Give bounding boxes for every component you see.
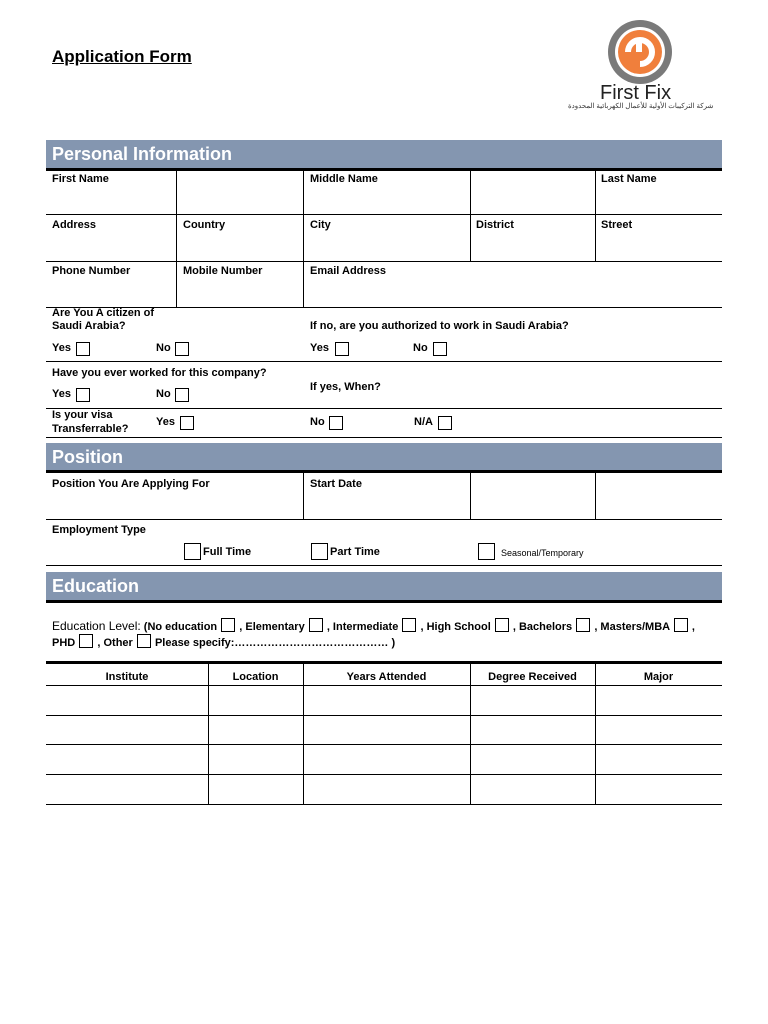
no-education-checkbox[interactable] — [221, 618, 235, 632]
section-divider — [46, 600, 722, 603]
worked-yes-label: Yes — [52, 388, 71, 400]
country-label: Country — [183, 219, 226, 231]
seasonal-label: Seasonal/Temporary — [501, 548, 584, 558]
first-name-label: First Name — [52, 173, 109, 185]
visa-yes-checkbox[interactable] — [180, 416, 194, 430]
row-line — [46, 519, 722, 520]
citizen-no-label: No — [156, 342, 171, 354]
personal-information-header: Personal Information — [46, 140, 722, 169]
column-header-location: Location — [232, 671, 279, 683]
bachelors-label: , Bachelors — [512, 621, 573, 633]
phone-number-label: Phone Number — [52, 265, 131, 277]
citizen-yes-checkbox[interactable] — [76, 342, 90, 356]
row-line — [46, 565, 722, 566]
authorized-no-label: No — [413, 342, 428, 354]
table-row — [46, 685, 722, 686]
logo-arabic-text: شركة التركيبات الأولية للأعمال الكهربائية المحدودة — [568, 103, 714, 110]
citizen-question-line1: Are You A citizen of — [52, 307, 155, 319]
worked-no-label: No — [156, 388, 171, 400]
masters-label: , Masters/MBA — [594, 621, 670, 633]
seasonal-checkbox[interactable] — [478, 543, 495, 560]
column-header-years-attended: Years Attended — [346, 671, 427, 683]
phd-checkbox[interactable] — [79, 634, 93, 648]
form-title: Application Form — [52, 47, 192, 66]
citizen-no-checkbox[interactable] — [175, 342, 189, 356]
row-line — [46, 214, 722, 215]
education-level-options — [52, 618, 695, 649]
column-header-degree-received: Degree Received — [488, 671, 577, 683]
high-school-checkbox[interactable] — [495, 618, 509, 632]
email-address-label: Email Address — [310, 265, 387, 277]
start-date-label: Start Date — [310, 478, 362, 490]
visa-na-label: N/A — [414, 416, 433, 428]
visa-na-checkbox[interactable] — [438, 416, 452, 430]
part-time-label: Part Time — [330, 546, 380, 558]
worked-before-question: Have you ever worked for this company? — [52, 367, 267, 379]
table-row — [46, 804, 722, 805]
position-applying-label: Position You Are Applying For — [52, 478, 210, 490]
visa-no-checkbox[interactable] — [329, 416, 343, 430]
other-checkbox[interactable] — [137, 634, 151, 648]
visa-question-line1: Is your visa — [52, 409, 113, 421]
mobile-number-label: Mobile Number — [183, 265, 263, 277]
company-logo — [568, 18, 718, 116]
row-line — [46, 408, 722, 409]
authorized-question: If no, are you authorized to work in Saudi Arabia? — [310, 320, 569, 332]
district-label: District — [476, 219, 514, 231]
last-name-label: Last Name — [601, 173, 657, 185]
high-school-label: , High School — [420, 621, 491, 633]
row-line — [46, 361, 722, 362]
row-line — [46, 261, 722, 262]
position-header: Position — [46, 443, 722, 472]
logo-text: First Fix — [600, 82, 672, 104]
phd-label: PHD — [52, 637, 76, 649]
section-divider — [46, 470, 722, 473]
options-comma: , — [691, 621, 695, 633]
visa-question-line2: Transferrable? — [52, 423, 129, 435]
row-line — [46, 437, 722, 438]
education-header: Education — [46, 572, 722, 601]
citizen-yes-label: Yes — [52, 342, 71, 354]
if-yes-when-label: If yes, When? — [310, 381, 381, 393]
table-top-border — [46, 661, 722, 664]
elementary-checkbox[interactable] — [309, 618, 323, 632]
citizen-question-line2: Saudi Arabia? — [52, 320, 126, 332]
intermediate-label: , Intermediate — [326, 621, 399, 633]
bachelors-checkbox[interactable] — [576, 618, 590, 632]
worked-yes-checkbox[interactable] — [76, 388, 90, 402]
address-label: Address — [52, 219, 97, 231]
middle-name-label: Middle Name — [310, 173, 378, 185]
education-level-label: Education Level: — [52, 619, 141, 633]
employment-type-label: Employment Type — [52, 524, 146, 536]
column-header-institute: Institute — [105, 671, 149, 683]
logo-mark-icon — [568, 18, 718, 88]
visa-yes-label: Yes — [156, 416, 175, 428]
full-time-checkbox[interactable] — [184, 543, 201, 560]
section-divider — [46, 168, 722, 171]
intermediate-checkbox[interactable] — [402, 618, 416, 632]
table-row — [46, 744, 722, 745]
please-specify-label: Please specify:…………………………………… ) — [154, 637, 396, 649]
city-label: City — [310, 219, 331, 231]
authorized-yes-label: Yes — [310, 342, 329, 354]
part-time-checkbox[interactable] — [311, 543, 328, 560]
authorized-yes-checkbox[interactable] — [335, 342, 349, 356]
visa-no-label: No — [310, 416, 325, 428]
no-education-label: (No education — [143, 621, 218, 633]
other-label: , Other — [97, 637, 133, 649]
authorized-no-checkbox[interactable] — [433, 342, 447, 356]
column-header-major: Major — [643, 671, 674, 683]
table-row — [46, 774, 722, 775]
elementary-label: , Elementary — [239, 621, 305, 633]
full-time-label: Full Time — [203, 546, 252, 558]
table-row — [46, 715, 722, 716]
street-label: Street — [601, 219, 633, 231]
masters-checkbox[interactable] — [674, 618, 688, 632]
worked-no-checkbox[interactable] — [175, 388, 189, 402]
